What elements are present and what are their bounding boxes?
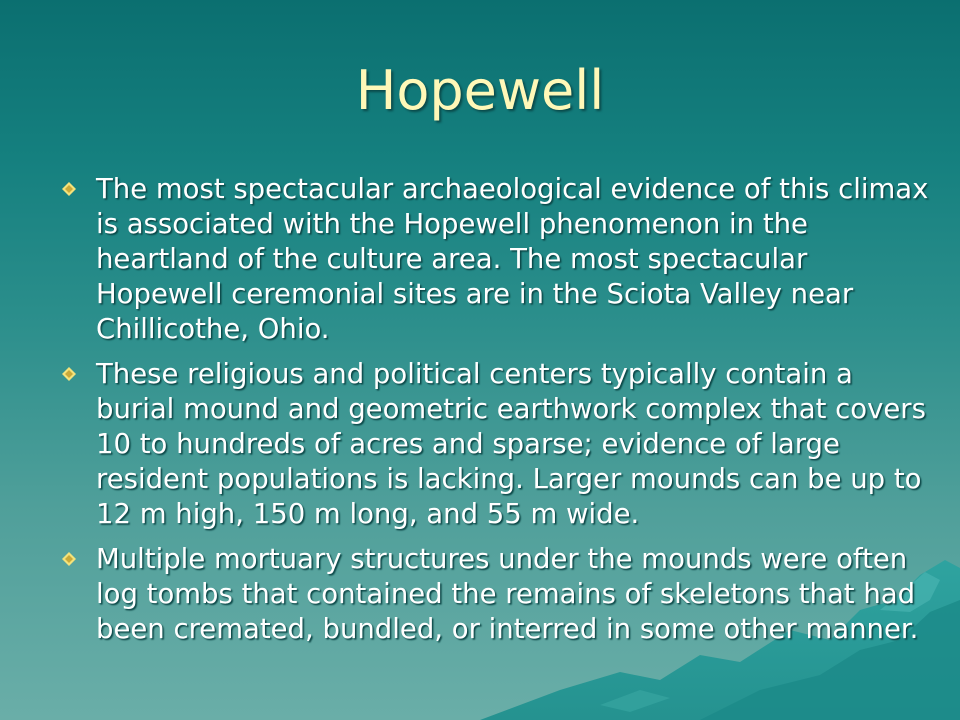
bullet-item-3 — [60, 542, 930, 647]
diamond-bullet-icon — [62, 552, 76, 566]
diamond-bullet-icon — [62, 182, 76, 196]
bullet-text-2: These religious and political centers typically contain a burial mound and geometric earthwork complex that covers 10 to hundreds of acres and sparse; evidence of large resident populations is lacking. Larger mounds can be up to 12 m high, 150 m long, and 55 m wide. — [96, 358, 926, 530]
bullet-item-1 — [60, 172, 930, 347]
diamond-bullet-icon — [62, 367, 76, 381]
bullet-text-3: Multiple mortuary structures under the mounds were often log tombs that contained the remains of skeletons that had been cremated, bundled, or interred in some other manner. — [96, 543, 919, 645]
bullet-item-2 — [60, 357, 930, 532]
bullet-list — [60, 172, 930, 657]
bullet-text-1: The most spectacular archaeological evidence of this climax is associated with the Hopewell phenomenon in the heartland of the culture area. The most spectacular Hopewell ceremonial sites are in the Sciota Valley near Chillicothe, Ohio. — [96, 173, 929, 345]
slide-title: Hopewell — [355, 59, 605, 122]
